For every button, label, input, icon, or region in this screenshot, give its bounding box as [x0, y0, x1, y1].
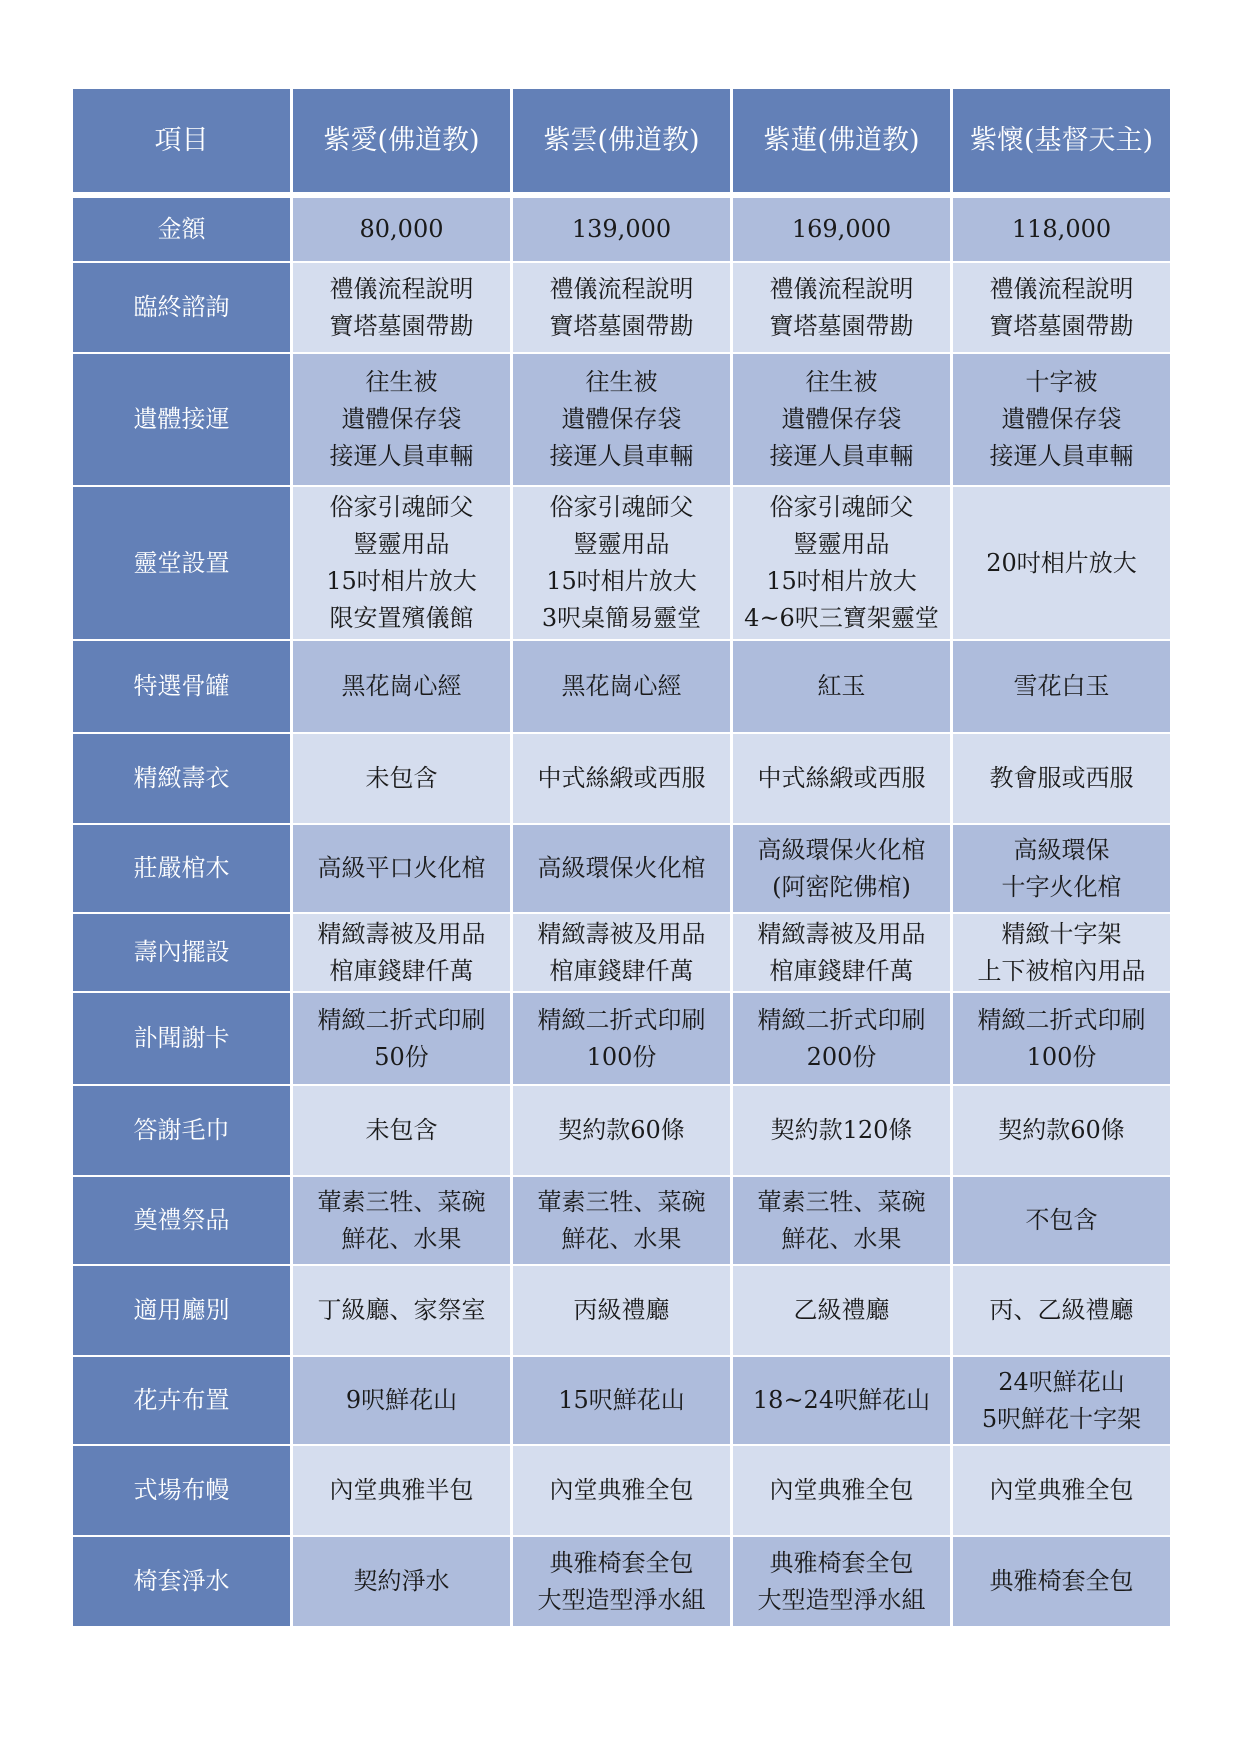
plan-cell: 俗家引魂師父 豎靈用品 15吋相片放大 3呎桌簡易靈堂: [513, 487, 730, 639]
plan-name: 紫蓮: [763, 125, 818, 156]
plan-cell: 18~24呎鮮花山: [733, 1357, 950, 1444]
plan-cell: 典雅椅套全包: [953, 1537, 1170, 1626]
plan-cell: 精緻二折式印刷 200份: [733, 993, 950, 1084]
plan-cell: 精緻二折式印刷 50份: [293, 993, 510, 1084]
plan-cell: 20吋相片放大: [953, 487, 1170, 639]
plan-comparison-table: [73, 89, 1170, 1626]
row-label: 遺體接運: [73, 354, 290, 485]
plan-cell: 高級平口火化棺: [293, 825, 510, 912]
plan-cell: 丙級禮廳: [513, 1266, 730, 1355]
plan-cell: 內堂典雅全包: [513, 1446, 730, 1535]
plan-header-1: [293, 89, 510, 192]
plan-cell: 內堂典雅全包: [953, 1446, 1170, 1535]
row-label: 訃聞謝卡: [73, 993, 290, 1084]
plan-cell: 乙級禮廳: [733, 1266, 950, 1355]
row-label: 特選骨罐: [73, 641, 290, 732]
plan-cell: 教會服或西服: [953, 734, 1170, 823]
plan-cell: 精緻二折式印刷 100份: [953, 993, 1170, 1084]
plan-cell: 高級環保 十字火化棺: [953, 825, 1170, 912]
row-label: 奠禮祭品: [73, 1177, 290, 1264]
plan-cell: 黑花崗心經: [293, 641, 510, 732]
plan-cell: 禮儀流程說明 寶塔墓園帶勘: [293, 263, 510, 352]
plan-cell: 139,000: [513, 198, 730, 261]
plan-cell: 118,000: [953, 198, 1170, 261]
plan-cell: 禮儀流程說明 寶塔墓園帶勘: [953, 263, 1170, 352]
plan-cell: 往生被 遺體保存袋 接運人員車輛: [733, 354, 950, 485]
plan-cell: 內堂典雅全包: [733, 1446, 950, 1535]
plan-cell: 9呎鮮花山: [293, 1357, 510, 1444]
plan-cell: 不包含: [953, 1177, 1170, 1264]
plan-cell: 丁級廳、家祭室: [293, 1266, 510, 1355]
plan-cell: 十字被 遺體保存袋 接運人員車輛: [953, 354, 1170, 485]
row-label: 適用廳別: [73, 1266, 290, 1355]
plan-cell: 葷素三牲、菜碗 鮮花、水果: [293, 1177, 510, 1264]
row-label: 莊嚴棺木: [73, 825, 290, 912]
plan-cell: 黑花崗心經: [513, 641, 730, 732]
plan-cell: 往生被 遺體保存袋 接運人員車輛: [513, 354, 730, 485]
plan-cell: 169,000: [733, 198, 950, 261]
plan-cell: 中式絲緞或西服: [733, 734, 950, 823]
plan-cell: 15呎鮮花山: [513, 1357, 730, 1444]
row-label: 花卉布置: [73, 1357, 290, 1444]
plan-cell: 丙、乙級禮廳: [953, 1266, 1170, 1355]
plan-cell: 未包含: [293, 1086, 510, 1175]
plan-cell: 高級環保火化棺 (阿密陀佛棺): [733, 825, 950, 912]
plan-cell: 典雅椅套全包 大型造型淨水組: [513, 1537, 730, 1626]
plan-cell: 禮儀流程說明 寶塔墓園帶勘: [733, 263, 950, 352]
plan-cell: 契約款60條: [953, 1086, 1170, 1175]
plan-cell: 典雅椅套全包 大型造型淨水組: [733, 1537, 950, 1626]
row-label: 壽內擺設: [73, 914, 290, 991]
row-label: 臨終諮詢: [73, 263, 290, 352]
plan-religion: (佛道教): [597, 125, 700, 156]
plan-cell: 禮儀流程說明 寶塔墓園帶勘: [513, 263, 730, 352]
plan-religion: (基督天主): [1023, 125, 1154, 156]
plan-header-2: [513, 89, 730, 192]
plan-cell: 雪花白玉: [953, 641, 1170, 732]
plan-cell: 契約淨水: [293, 1537, 510, 1626]
plan-cell: 24呎鮮花山 5呎鮮花十字架: [953, 1357, 1170, 1444]
corner-header: 項目: [73, 89, 290, 192]
plan-cell: 內堂典雅半包: [293, 1446, 510, 1535]
row-label: 椅套淨水: [73, 1537, 290, 1626]
plan-cell: 精緻壽被及用品 棺庫錢肆仟萬: [513, 914, 730, 991]
plan-cell: 俗家引魂師父 豎靈用品 15吋相片放大 限安置殯儀館: [293, 487, 510, 639]
row-label: 靈堂設置: [73, 487, 290, 639]
row-label: 金額: [73, 198, 290, 261]
row-label: 精緻壽衣: [73, 734, 290, 823]
plan-cell: 俗家引魂師父 豎靈用品 15吋相片放大 4~6呎三寶架靈堂: [733, 487, 950, 639]
plan-cell: 葷素三牲、菜碗 鮮花、水果: [733, 1177, 950, 1264]
plan-name: 紫懷: [969, 125, 1024, 156]
plan-cell: 中式絲緞或西服: [513, 734, 730, 823]
plan-cell: 紅玉: [733, 641, 950, 732]
row-label: 式場布幔: [73, 1446, 290, 1535]
plan-cell: 往生被 遺體保存袋 接運人員車輛: [293, 354, 510, 485]
plan-cell: 高級環保火化棺: [513, 825, 730, 912]
plan-religion: (佛道教): [817, 125, 920, 156]
plan-cell: 葷素三牲、菜碗 鮮花、水果: [513, 1177, 730, 1264]
plan-name: 紫愛: [323, 125, 378, 156]
plan-cell: 未包含: [293, 734, 510, 823]
plan-name: 紫雲: [543, 125, 598, 156]
plan-religion: (佛道教): [377, 125, 480, 156]
row-label: 答謝毛巾: [73, 1086, 290, 1175]
plan-cell: 精緻壽被及用品 棺庫錢肆仟萬: [733, 914, 950, 991]
plan-cell: 契約款60條: [513, 1086, 730, 1175]
plan-cell: 精緻壽被及用品 棺庫錢肆仟萬: [293, 914, 510, 991]
plan-header-3: [733, 89, 950, 192]
plan-cell: 契約款120條: [733, 1086, 950, 1175]
plan-header-4: [953, 89, 1170, 192]
plan-cell: 80,000: [293, 198, 510, 261]
plan-cell: 精緻十字架 上下被棺內用品: [953, 914, 1170, 991]
plan-cell: 精緻二折式印刷 100份: [513, 993, 730, 1084]
